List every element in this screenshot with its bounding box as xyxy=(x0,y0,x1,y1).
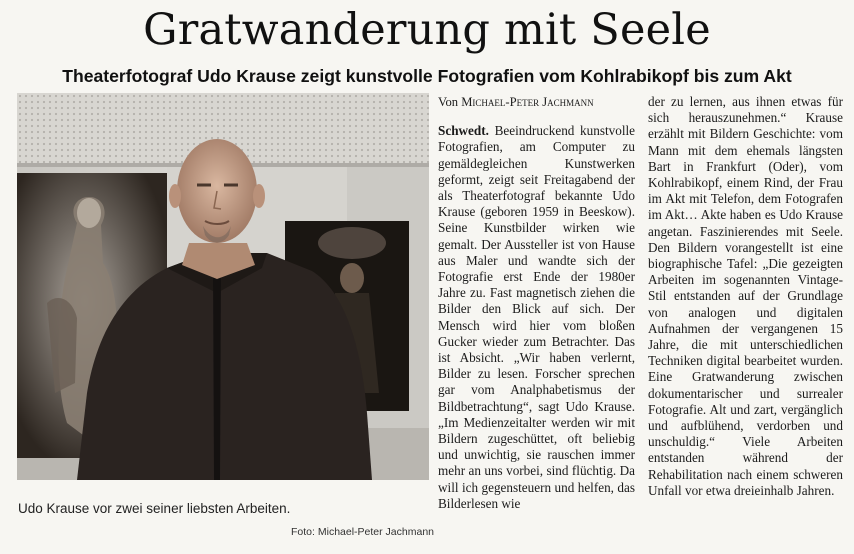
body-text-col1: Beeindruckend kunstvolle Fotografien, am Computer zu gemäldegleichen Kunstwerken geformt, zeigt seit Freitagabend der als Theaterfotograf bekannte Udo Krause (geboren 1959 in Beeskow). Seine Kunstbilder wirken wie gemalt. Der Aussteller ist von Hause aus Maler und wandte sich der Fotografie erst Ende der 1980er Jahre zu. Fast magnetisch ziehen die Bilder den Blick auf sich. Der Mensch wird hier vom bloßen Gucker wieder zum Betrachter. Das ist Absicht. „Wir haben verlernt, Bilder zu lesen. Forscher sprechen gar vom Analphabetismus der Bildbetrachtung“, sagt Udo Krause. „Im Medienzeitalter werden wir mit Bildern zugeschüttet, oft beliebig und unwichtig, sie rauschen immer mehr an uns vorbei, sind flüchtig. Da will ich gegensteuern und helfen, das Bilderlesen wie xyxy=(438,123,635,511)
photo-caption: Udo Krause vor zwei seiner liebsten Arbeiten. xyxy=(18,501,291,516)
author-name: Michael-Peter Jachmann xyxy=(461,95,594,109)
headline: Gratwanderung mit Seele xyxy=(143,5,711,55)
article-column-2 xyxy=(648,94,843,499)
photo-credit: Foto: Michael-Peter Jachmann xyxy=(291,526,434,538)
byline-prefix: Von xyxy=(438,95,459,109)
dateline: Schwedt. xyxy=(438,123,489,139)
body-text-col2: der zu lernen, aus ihnen etwas für sich herauszunehmen.“ Krause erzählt mit Bildern Geschichte: vom Mann mit dem ehemals längsten Bart in Frankfurt (Oder), vom Kohlrabikopf, einem Rind, der Frau im Akt mit Telefon, dem Fotografen im Akt… Akte haben es Udo Krause angetan. Faszinierendes mit Seele. Den Bildern vorangestellt ist eine biographische Tafel: „Die gezeigten Arbeiten im sogenannten Vintage-Stil entstanden auf der Grundlage von analogen und digitalen Aufnahmen der vergangenen 15 Jahre, die mit unterschiedlichen Techniken digital bearbeitet wurden. Eine Gratwanderung zwischen dokumentarischer und surrealer Fotografie. Alt und zart, vergänglich und aufblühend, verdorben und unschuldig.“ Viele Arbeiten entstanden während der Rehabilitation nach einem schweren Unfall vor etwa dreieinhalb Jahren. xyxy=(648,94,843,498)
article-column-1 xyxy=(438,94,635,512)
body-paragraph-1 xyxy=(438,123,635,512)
subheadline: Theaterfotograf Udo Krause zeigt kunstvolle Fotografien vom Kohlrabikopf bis zum Akt xyxy=(62,66,792,86)
byline xyxy=(438,94,635,110)
article-photo xyxy=(17,93,429,480)
